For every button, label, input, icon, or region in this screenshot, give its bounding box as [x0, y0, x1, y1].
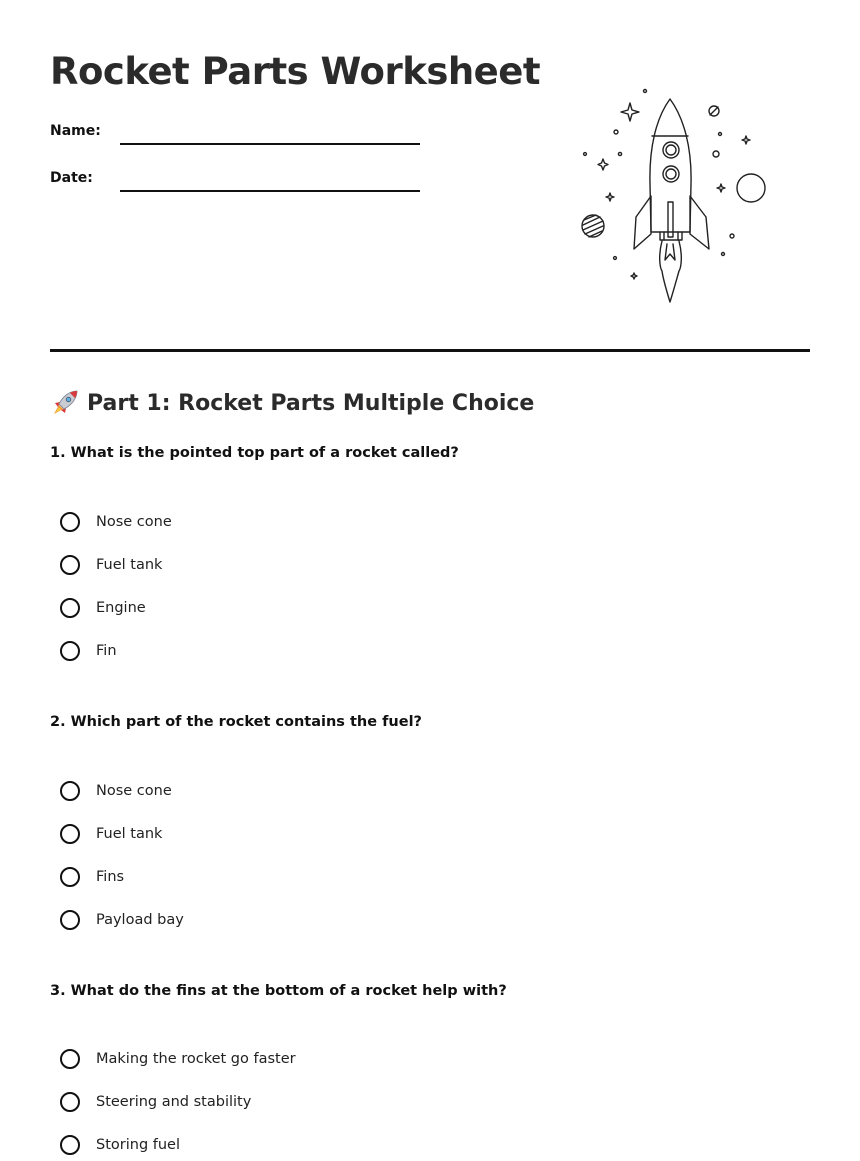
radio-button[interactable] [60, 867, 80, 887]
option-label: Payload bay [96, 912, 184, 928]
page-title: Rocket Parts Worksheet [50, 50, 541, 93]
question-3-option-2[interactable] [60, 1089, 251, 1115]
question-1-option-2[interactable] [60, 552, 162, 578]
name-field [50, 123, 430, 153]
date-blank-line[interactable] [120, 190, 420, 192]
question-1-option-4[interactable] [60, 638, 117, 664]
question-2-option-1[interactable] [60, 778, 172, 804]
question-2-option-3[interactable] [60, 864, 124, 890]
radio-button[interactable] [60, 555, 80, 575]
date-label: Date: [50, 170, 93, 186]
radio-button[interactable] [60, 910, 80, 930]
option-label: Making the rocket go faster [96, 1051, 296, 1067]
question-2: 2. Which part of the rocket contains the fuel? [50, 714, 422, 730]
question-2-option-4[interactable] [60, 907, 184, 933]
question-3: 3. What do the fins at the bottom of a rocket help with? [50, 983, 507, 999]
option-label: Storing fuel [96, 1137, 180, 1153]
option-label: Nose cone [96, 514, 172, 530]
name-blank-line[interactable] [120, 143, 420, 145]
option-label: Fuel tank [96, 826, 163, 842]
radio-button[interactable] [60, 641, 80, 661]
radio-button[interactable] [60, 1135, 80, 1155]
option-label: Engine [96, 600, 146, 616]
option-label: Fuel tank [96, 557, 163, 573]
radio-button[interactable] [60, 1092, 80, 1112]
radio-button[interactable] [60, 598, 80, 618]
option-label: Fin [96, 643, 117, 659]
radio-button[interactable] [60, 824, 80, 844]
question-3-option-3[interactable] [60, 1132, 180, 1158]
option-label: Fins [96, 869, 125, 885]
question-3-option-1[interactable] [60, 1046, 296, 1072]
radio-button[interactable] [60, 1049, 80, 1069]
part1-heading-text: Part 1: Rocket Parts Multiple Choice [87, 390, 535, 416]
question-2-option-2[interactable] [60, 821, 162, 847]
question-1: 1. What is the pointed top part of a rocket called? [50, 445, 459, 461]
part1-heading [50, 388, 534, 418]
header-divider [50, 349, 810, 352]
question-1-option-1[interactable] [60, 509, 172, 535]
date-field [50, 170, 430, 200]
rocket-emoji-icon [50, 388, 80, 418]
rocket-with-stars-icon [572, 84, 772, 306]
radio-button[interactable] [60, 781, 80, 801]
option-label: Steering and stability [96, 1094, 252, 1110]
option-label: Nose cone [96, 783, 172, 799]
question-1-option-3[interactable] [60, 595, 146, 621]
name-label: Name: [50, 123, 101, 139]
radio-button[interactable] [60, 512, 80, 532]
